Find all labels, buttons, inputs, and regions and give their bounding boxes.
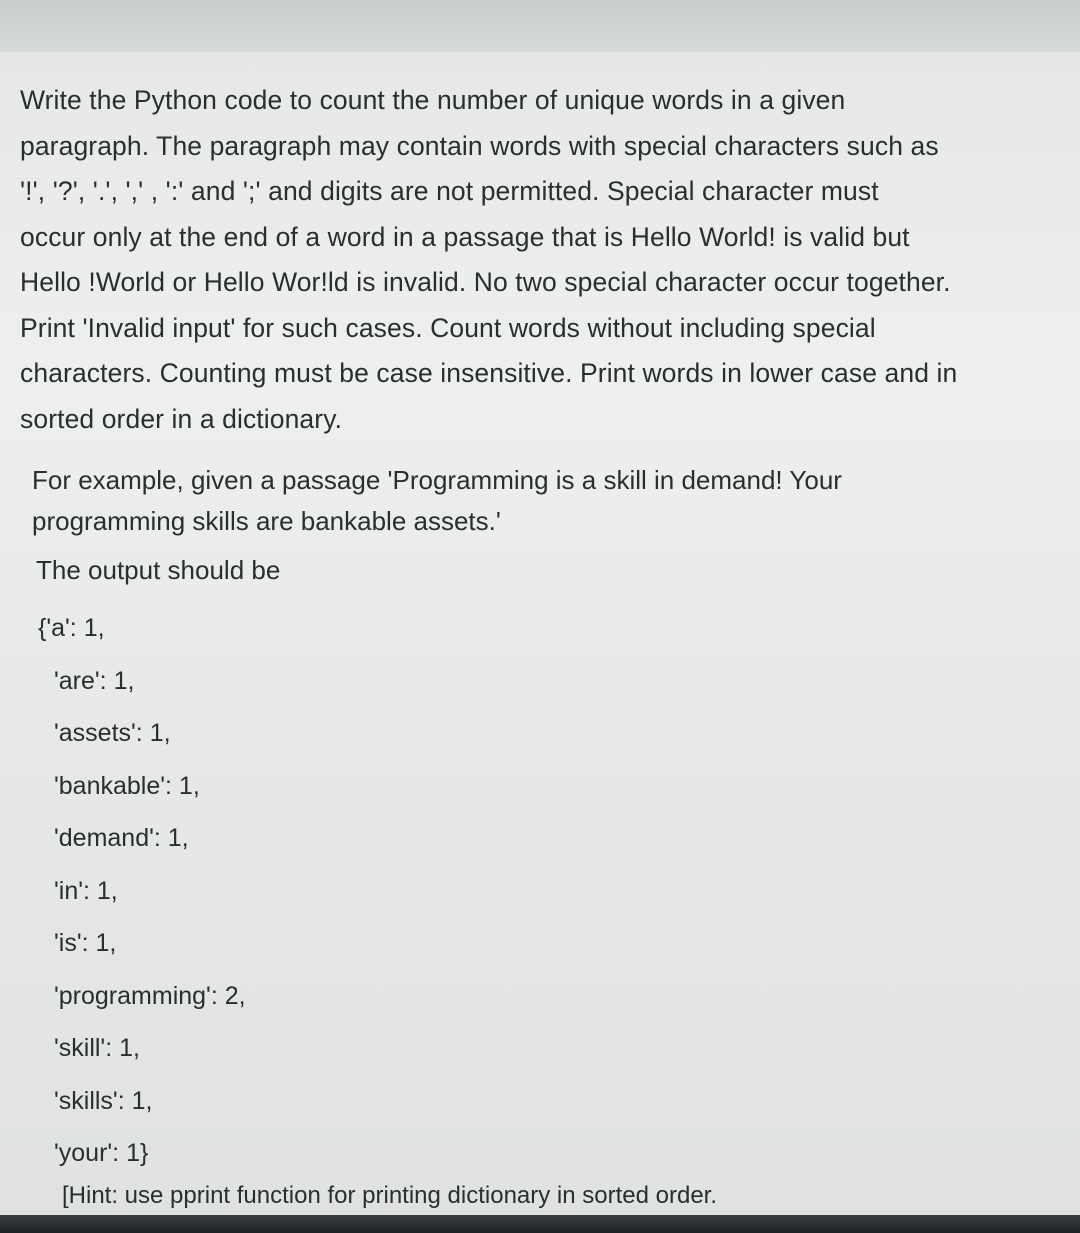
output-line: 'is': 1, bbox=[54, 929, 117, 957]
problem-line: Print 'Invalid input' for such cases. Count words without including special bbox=[20, 312, 876, 343]
problem-line: paragraph. The paragraph may contain words with special characters such as bbox=[20, 130, 939, 161]
output-line: 'skills': 1, bbox=[54, 1086, 153, 1115]
output-line: 'in': 1, bbox=[54, 876, 118, 905]
output-line: 'your': 1} bbox=[54, 1139, 149, 1167]
question-page bbox=[0, 52, 1080, 1215]
photo-bottom-band bbox=[0, 1215, 1080, 1233]
expected-output bbox=[38, 602, 1050, 1180]
output-line: 'are': 1, bbox=[54, 666, 135, 695]
problem-line: sorted order in a dictionary. bbox=[20, 403, 343, 434]
problem-statement bbox=[20, 78, 1050, 442]
example-line: programming skills are bankable assets.' bbox=[32, 506, 501, 536]
hint-text: [Hint: use pprint function for printing dictionary in sorted order. bbox=[62, 1181, 718, 1209]
output-line: 'demand': 1, bbox=[54, 824, 189, 852]
output-line: 'assets': 1, bbox=[54, 719, 171, 747]
output-line: 'skill': 1, bbox=[54, 1034, 140, 1062]
problem-line: occur only at the end of a word in a passage that is Hello World! is valid but bbox=[20, 221, 910, 252]
output-line: 'bankable': 1, bbox=[54, 771, 200, 800]
output-line: 'programming': 2, bbox=[54, 981, 246, 1010]
output-line: {'a': 1, bbox=[38, 614, 105, 642]
problem-line: Write the Python code to count the number of unique words in a given bbox=[20, 85, 846, 115]
example-line: For example, given a passage 'Programming is a skill in demand! Your bbox=[32, 465, 842, 495]
example-text bbox=[32, 460, 1050, 542]
problem-line: characters. Counting must be case insensitive. Print words in lower case and in bbox=[20, 358, 958, 388]
output-label: The output should be bbox=[36, 555, 281, 585]
photo-top-band bbox=[0, 0, 1080, 52]
problem-line: '!', '?', '.', ',' , ':' and ';' and digits are not permitted. Special character must bbox=[20, 176, 879, 206]
problem-line: Hello !World or Hello Wor!ld is invalid. No two special character occur together. bbox=[20, 267, 951, 297]
